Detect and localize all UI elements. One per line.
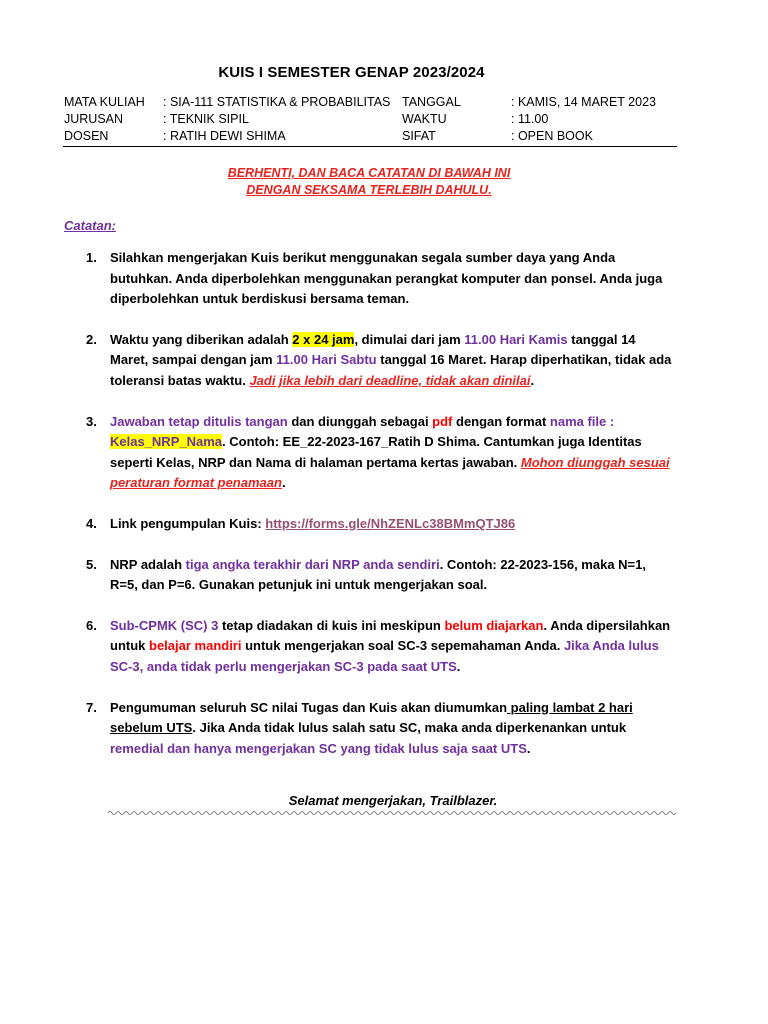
item-text: . Anda dipersilahkan untuk bbox=[110, 617, 671, 654]
page-title: KUIS I SEMESTER GENAP 2023/2024 bbox=[218, 64, 485, 81]
item-number: 6. bbox=[86, 617, 97, 633]
item-text: Link pengumpulan Kuis: bbox=[110, 515, 266, 531]
item-number: 5. bbox=[86, 556, 97, 572]
item-text: . bbox=[530, 372, 535, 388]
list-item bbox=[86, 514, 676, 535]
highlight-duration: 2 x 24 jam bbox=[292, 331, 355, 347]
info-value: : KAMIS, 14 MARET 2023 bbox=[511, 95, 656, 109]
item-number: 4. bbox=[86, 515, 97, 531]
emphasis-text: nama file : bbox=[549, 413, 615, 429]
info-label: DOSEN bbox=[64, 129, 109, 143]
file-format-highlight: Kelas_NRP_Nama bbox=[110, 434, 223, 450]
underlined-text: paling lambat 2 hari sebelum UTS bbox=[110, 699, 633, 736]
warning-line: DENGAN SEKSAMA TERLEBIH DAHULU. bbox=[246, 183, 492, 197]
emphasis-text: Jika Anda lulus SC-3, anda tidak perlu mengerjakan SC-3 pada saat UTS bbox=[110, 638, 659, 674]
item-text: NRP adalah bbox=[110, 556, 186, 572]
format-warning: Mohon diunggah sesuai peraturan format penamaan bbox=[110, 454, 670, 491]
deadline-warning: Jadi jika lebih dari deadline, tidak akan dinilai bbox=[249, 372, 531, 388]
info-value: : RATIH DEWI SHIMA bbox=[163, 129, 286, 143]
item-number: 3. bbox=[86, 413, 97, 429]
item-text: . bbox=[526, 740, 531, 756]
item-text: . bbox=[456, 658, 461, 674]
item-text: tetap diadakan di kuis ini meskipun bbox=[218, 617, 445, 633]
item-text: dan diunggah sebagai bbox=[287, 413, 433, 429]
end-time: 11.00 Hari Sabtu bbox=[276, 352, 377, 368]
list-item bbox=[86, 616, 676, 678]
notes-heading: Catatan: bbox=[64, 218, 117, 233]
emphasis-text: pdf bbox=[432, 413, 453, 429]
emphasis-text: belajar mandiri bbox=[149, 638, 242, 654]
info-label: MATA KULIAH bbox=[64, 95, 145, 109]
info-label: JURUSAN bbox=[64, 112, 124, 126]
wavy-divider bbox=[108, 810, 676, 816]
emphasis-text: belum diajarkan bbox=[444, 617, 544, 633]
item-text: tanggal 14 Maret, sampai dengan jam bbox=[110, 331, 636, 368]
list-item bbox=[86, 555, 676, 596]
list-item bbox=[86, 698, 676, 760]
item-text: . Contoh: 22-2023-156, maka N=1, R=5, dan P=6. Gunakan petunjuk ini untuk mengerjakan soal. bbox=[110, 556, 646, 593]
info-label: TANGGAL bbox=[402, 95, 461, 109]
info-value: : 11.00 bbox=[511, 112, 549, 126]
header-divider bbox=[63, 146, 677, 147]
item-number: 2. bbox=[86, 331, 97, 347]
list-item bbox=[86, 248, 676, 310]
item-text: , dimulai dari jam bbox=[354, 331, 465, 347]
item-number: 7. bbox=[86, 699, 97, 715]
emphasis-text: remedial dan hanya mengerjakan SC yang tidak lulus saja saat UTS bbox=[110, 740, 527, 756]
submission-link[interactable]: https://forms.gle/NhZENLc38BMmQTJ86 bbox=[265, 515, 516, 531]
closing-line: Selamat mengerjakan, Trailblazer. bbox=[288, 793, 498, 808]
notes-list bbox=[86, 248, 676, 779]
info-row bbox=[64, 94, 677, 111]
item-number: 1. bbox=[86, 250, 97, 265]
item-text: untuk mengerjakan soal SC-3 sepemahaman Anda. bbox=[241, 638, 564, 654]
info-value: : TEKNIK SIPIL bbox=[163, 112, 249, 126]
item-text: Waktu yang diberikan adalah bbox=[110, 331, 293, 347]
emphasis-text: tiga angka terakhir dari NRP anda sendiri bbox=[185, 556, 440, 572]
item-text: . Jika Anda tidak lulus salah satu SC, maka anda diperkenankan untuk bbox=[192, 720, 627, 736]
item-text: tanggal 16 Maret. Harap diperhatikan, tidak ada toleransi batas waktu. bbox=[110, 352, 672, 388]
item-text: . Contoh: EE_22-2023-167_Ratih D Shima. Cantumkan juga Identitas seperti Kelas, NRP dan Nama di halaman pertama kertas jawaban. bbox=[110, 434, 642, 470]
info-value: : SIA-111 STATISTIKA & PROBABILITAS bbox=[163, 95, 391, 109]
item-text: Pengumuman seluruh SC nilai Tugas dan Kuis akan diumumkan bbox=[110, 699, 508, 715]
emphasis-text: Sub-CPMK (SC) 3 bbox=[110, 617, 219, 633]
item-text: . bbox=[281, 475, 286, 491]
emphasis-text: Jawaban tetap ditulis tangan bbox=[110, 413, 288, 429]
list-item bbox=[86, 330, 676, 392]
info-label: SIFAT bbox=[402, 129, 436, 143]
course-info-table bbox=[64, 94, 677, 145]
info-value: : OPEN BOOK bbox=[511, 129, 593, 143]
item-text: Silahkan mengerjakan Kuis berikut menggunakan segala sumber daya yang Anda butuhkan. Anda diperbolehkan menggunakan perangkat komputer dan ponsel. Anda juga diperbolehkan untuk berdiskusi bersama teman. bbox=[110, 250, 663, 307]
list-item bbox=[86, 412, 676, 494]
info-row bbox=[64, 128, 677, 145]
item-text: dengan format bbox=[452, 413, 550, 429]
start-time: 11.00 Hari Kamis bbox=[464, 331, 568, 347]
info-label: WAKTU bbox=[402, 112, 447, 126]
warning-line: BERHENTI, DAN BACA CATATAN DI BAWAH INI bbox=[227, 166, 511, 180]
info-row bbox=[64, 111, 677, 128]
